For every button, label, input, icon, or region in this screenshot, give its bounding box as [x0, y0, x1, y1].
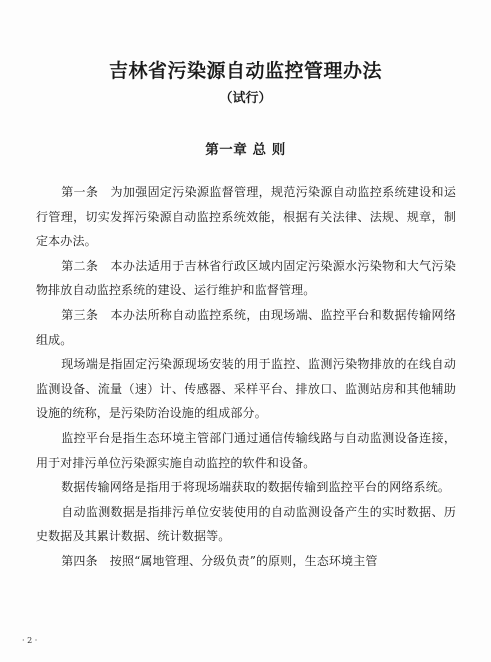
data-network-definition-paragraph: 数据传输网络是指用于将现场端获取的数据传输到监控平台的网络系统。 — [61, 480, 450, 495]
page-number: · 2 · — [22, 636, 38, 645]
article-1-paragraph: 第一条 为加强固定污染源监督管理，规范污染源自动监控系统建设和运行管理，切实发挥污染源自动监控系统效能，根据有关法律、法规、规章，制定本办法。 — [36, 185, 456, 249]
document-title: 吉林省污染源自动监控管理办法 — [108, 60, 382, 82]
site-end-definition-paragraph: 现场端是指固定污染源现场安装的用于监控、监测污染物排放的在线自动监测设备、流量（速）计、传感器、采样平台、排放口、监测站房和其他辅助设施的统称，是污染防治设施的组成部分。 — [36, 357, 456, 421]
article-4-paragraph: 第四条 按照“属地管理、分级负责”的原则，生态环境主管 — [61, 553, 378, 568]
article-3-paragraph: 第三条 本办法所称自动监控系统，由现场端、监控平台和数据传输网络组成。 — [36, 307, 456, 347]
document-body — [36, 180, 456, 574]
chapter-heading: 第一章 总 则 — [205, 142, 286, 158]
monitoring-data-definition-paragraph: 自动监测数据是指排污单位安装使用的自动监测设备产生的实时数据、历史数据及其累计数据、统计数据等。 — [36, 504, 456, 544]
document-subtitle: （试行） — [219, 91, 272, 106]
monitoring-platform-definition-paragraph: 监控平台是指生态环境主管部门通过通信传输线路与自动监测设备连接，用于对排污单位污染源实施自动监控的软件和设备。 — [36, 430, 456, 470]
article-2-paragraph: 第二条 本办法适用于吉林省行政区域内固定污染源水污染物和大气污染物排放自动监控系统的建设、运行维护和监督管理。 — [36, 258, 456, 298]
